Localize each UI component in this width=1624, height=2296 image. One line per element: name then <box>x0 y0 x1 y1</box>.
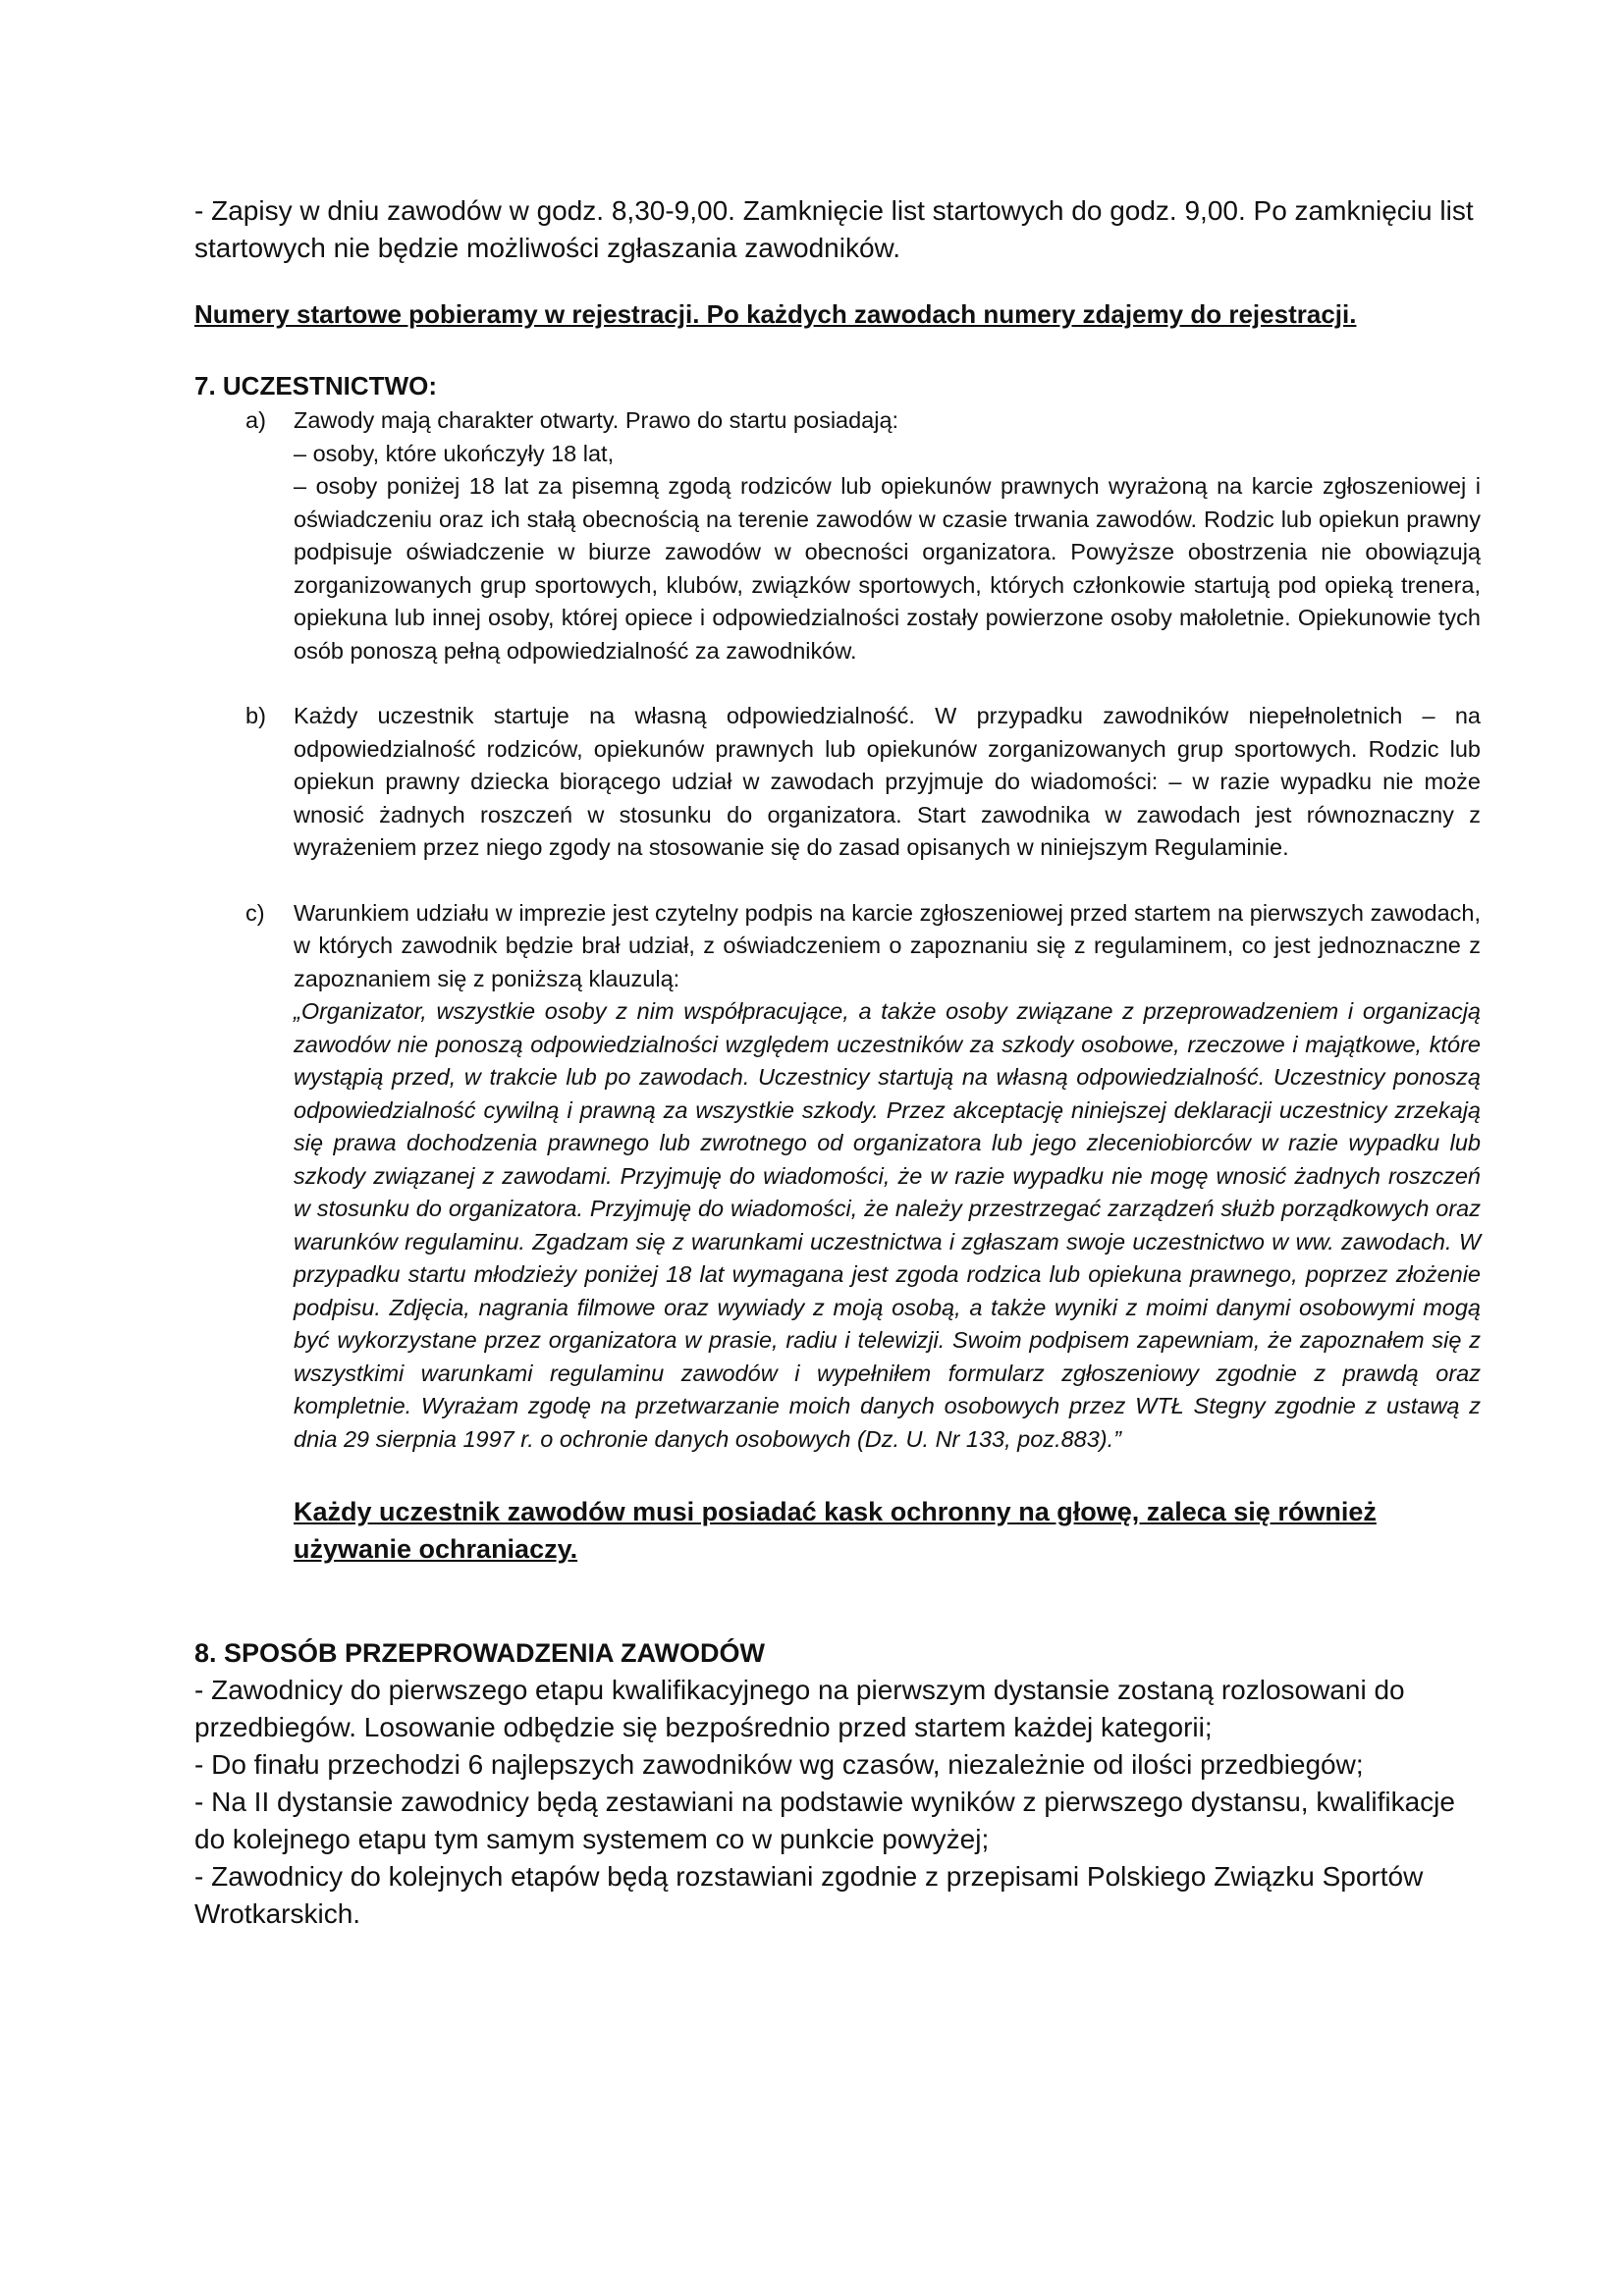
item-marker: b) <box>245 703 266 728</box>
item-b-text: Każdy uczestnik startuje na własną odpowiedzialność. W przypadku zawodników niepełnoletnich – na odpowiedzialność rodziców, opiekunów prawnych lub opiekunów zorganizowanych grup sportowych. Rodzic lub opiekun prawny dziecka biorącego udział w zawodach przyjmuje do wiadomości: – w razie wypadku nie może wnosić żadnych roszczeń w stosunku do organizatora. Start zawodnika w zawodach jest równoznaczny z wyrażeniem przez niego zgody na stosowanie się do zasad opisanych w niniejszym Regulaminie. <box>294 703 1481 860</box>
section-8 <box>194 1634 1481 1933</box>
liability-clause: „Organizator, wszystkie osoby z nim współpracujące, a także osoby związane z przeprowadzeniem i organizacją zawodów nie ponoszą odpowiedzialności względem uczestników za szkody osobowe, rzeczowe i majątkowe, które wystąpią przed, w trakcie lub po zawodach. Uczestnicy startują na własną odpowiedzialność. Uczestnicy ponoszą odpowiedzialność cywilną i prawną za wszystkie szkody. Przez akceptację niniejszej deklaracji uczestnicy zrzekają się prawa dochodzenia prawnego lub zwrotnego od organizatora lub jego zleceniobiorców w razie wypadku lub szkody związanej z zawodami. Przyjmuję do wiadomości, że w razie wypadku nie mogę wnosić żadnych roszczeń w stosunku do organizatora. Przyjmuję do wiadomości, że należy przestrzegać zarządzeń służb porządkowych oraz warunków regulaminu. Zgadzam się z warunkami uczestnictwa i zgłaszam swoje uczestnictwo w ww. zawodach. W przypadku startu młodzieży poniżej 18 lat wymagana jest zgoda rodzica lub opiekuna prawnego, poprzez złożenie podpisu. Zdjęcia, nagrania filmowe oraz wywiady z moją osobą, a także wyniki z moimi danymi osobowymi mogą być wykorzystane przez organizatora w prasie, radiu i telewizji. Swoim podpisem zapewniam, że zapoznałem się z wszystkimi warunkami regulaminu zawodów i wypełniłem formularz zgłoszeniowy zgodnie z prawdą oraz kompletnie. Wyrażam zgodę na przetwarzanie moich danych osobowych przez WTŁ Stegny zgodnie z ustawą z dnia 29 sierpnia 1997 r. o ochronie danych osobowych (Dz. U. Nr 133, poz.883).” <box>294 998 1481 1452</box>
item-a-line-3: – osoby poniżej 18 lat za pisemną zgodą rodziców lub opiekunów prawnych wyrażoną na karcie zgłoszeniowej i oświadczeniu oraz ich stałą obecnością na terenie zawodów w czasie trwania zawodów. Rodzic lub opiekun prawny podpisuje oświadczenie w biurze zawodów w obecności organizatora. Powyższe obostrzenia nie obowiązują zorganizowanych grup sportowych, klubów, związków sportowych, których członkowie startują pod opieką trenera, opiekuna lub innej osoby, której opiece i odpowiedzialności zostały powierzone osoby małoletnie. Opiekunowie tych osób ponoszą pełną odpowiedzialność za zawodników. <box>294 473 1481 664</box>
item-marker: c) <box>245 899 265 926</box>
start-numbers-note: Numery startowe pobieramy w rejestracji. Po każdych zawodach numery zdajemy do rejestracji. <box>194 299 1357 329</box>
registration-paragraph: - Zapisy w dniu zawodów w godz. 8,30-9,00. Zamknięcie list startowych do godz. 9,00. Po zamknięciu list startowych nie będzie możliwości zgłaszania zawodników. <box>194 195 1474 263</box>
page-content <box>194 192 1481 1933</box>
section-8-line-2: - Do finału przechodzi 6 najlepszych zawodników wg czasów, niezależnie od ilości przedbiegów; <box>194 1749 1364 1780</box>
section-8-line-4: - Zawodnicy do kolejnych etapów będą rozstawiani zgodnie z przepisami Polskiego Związku Sportów Wrotkarskich. <box>194 1861 1424 1929</box>
section-8-heading: 8. SPOSÓB PRZEPROWADZENIA ZAWODÓW <box>194 1638 766 1668</box>
item-c-text: Warunkiem udziału w imprezie jest czytelny podpis na karcie zgłoszeniowej przed startem na pierwszych zawodach, w których zawodnik będzie brał udział, z oświadczeniem o zapoznaniu się z regulaminem, co jest jednoznaczne z zapoznaniem się z poniższą klauzulą: <box>294 899 1481 991</box>
section-7-heading: 7. UCZESTNICTWO: <box>194 371 437 400</box>
item-a-line-2: – osoby, które ukończyły 18 lat, <box>294 440 615 466</box>
section-8-line-1: - Zawodnicy do pierwszego etapu kwalifikacyjnego na pierwszym dystansie zostaną rozlosowani do przedbiegów. Losowanie odbędzie się bezpośrednio przed startem każdej kategorii; <box>194 1675 1405 1742</box>
helmet-requirement-note: Każdy uczestnik zawodów musi posiadać kask ochronny na głowę, zaleca się również używanie ochraniaczy. <box>294 1497 1377 1564</box>
participation-item-a <box>194 404 1481 667</box>
item-a-line-1: Zawody mają charakter otwarty. Prawo do startu posiadają: <box>294 407 899 433</box>
item-marker: a) <box>245 407 266 433</box>
section-8-line-3: - Na II dystansie zawodnicy będą zestawiani na podstawie wyników z pierwszego dystansu, kwalifikacje do kolejnego etapu tym samym systemem co w punkcie powyżej; <box>194 1787 1455 1854</box>
participation-item-c <box>194 897 1481 1457</box>
participation-item-b <box>194 700 1481 865</box>
